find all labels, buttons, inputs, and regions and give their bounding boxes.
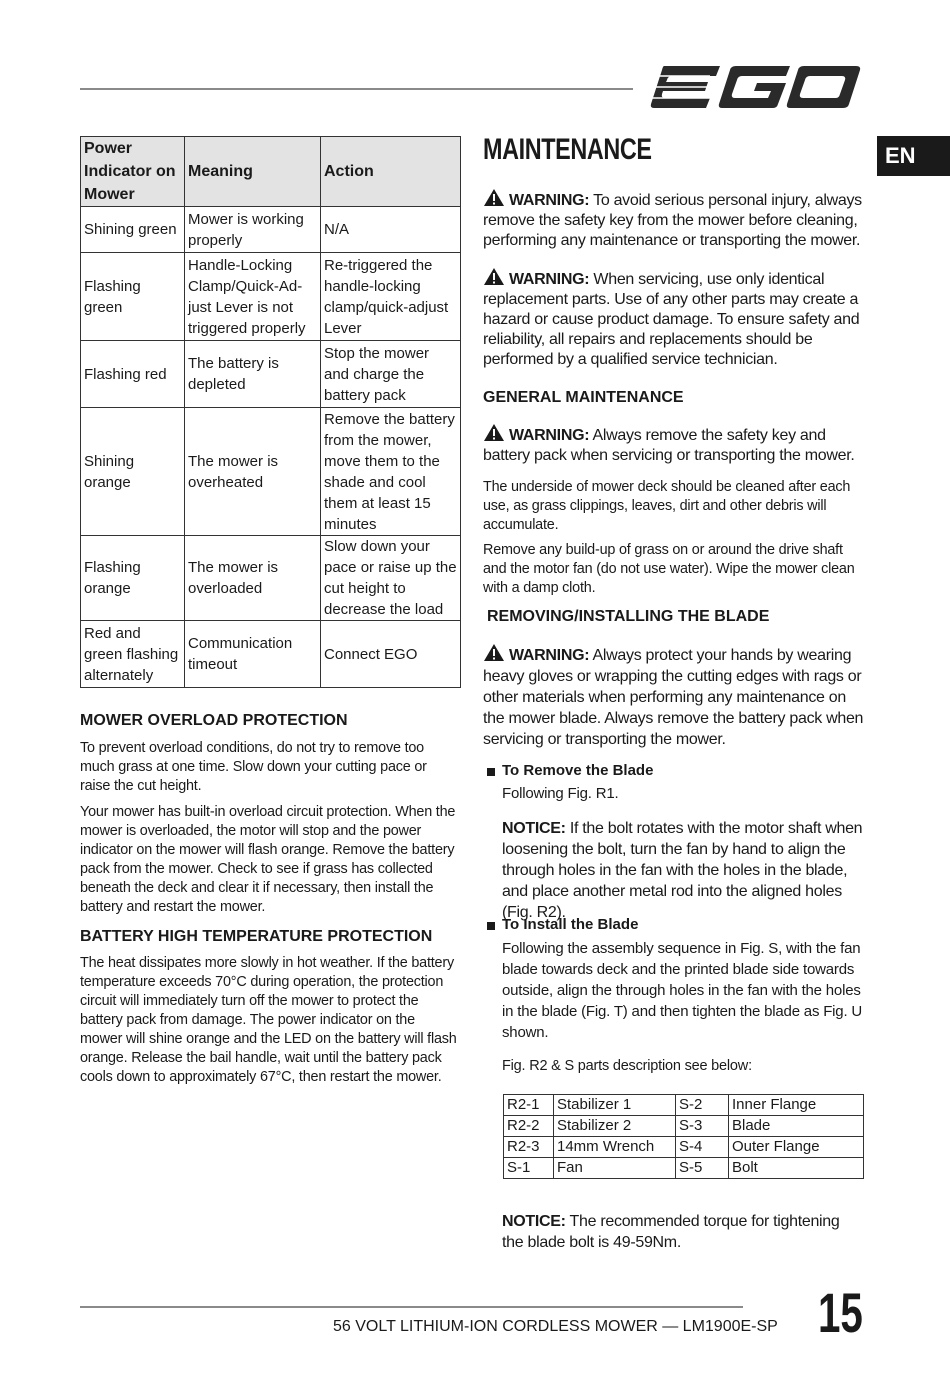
warning-label: WARNING: [509, 647, 590, 664]
footer-rule [80, 1306, 743, 1308]
bullet-icon [487, 922, 495, 930]
warning-text: Always protect your hands by wearing heavy gloves or wrapping the cutting edges with rags or other materials when performing any maintenance on the mower blade. Always remove the battery pack when servicing or transporting the mower. [483, 647, 864, 748]
page-number: 15 [818, 1281, 863, 1344]
warning-triangle-icon [483, 423, 505, 442]
table-cell: Fan [554, 1158, 676, 1179]
warning-text: Always remove the safety key and battery pack when servicing or transporting the mower. [483, 427, 855, 464]
table-cell: Shining green [81, 207, 185, 253]
page-title: MAINTENANCE [483, 133, 652, 166]
table-header-row [81, 137, 461, 207]
overload-paragraph-2: Your mower has built-in overload circuit protection. When the mower is overloaded, the motor will stop and the power indicator on the mower will flash orange. Remove the battery pack from the mower. Check to see if grass has collected beneath the deck and clear it if necessary, then install the battery and restart the mower. [80, 804, 456, 915]
remove-blade-text: Following Fig. R1. [502, 785, 619, 802]
notice-text: The recommended torque for tightening the blade bolt is 49-59Nm. [502, 1213, 840, 1251]
table-cell: The mower is overheated [185, 408, 321, 536]
warning-label: WARNING: [509, 192, 590, 209]
table-row [81, 253, 461, 341]
general-paragraph-1: The underside of mower deck should be cleaned after each use, as grass clippings, leaves, dirt and other debris will accumulate. [483, 479, 851, 533]
overload-paragraph-1: To prevent overload conditions, do not try to remove too much grass at one time. Slow down your cutting pace or raise the cut height. [80, 740, 427, 794]
header-rule [80, 88, 633, 90]
table-cell: Mower is working properly [185, 207, 321, 253]
install-blade-title: To Install the Blade [502, 916, 639, 933]
notice-label: NOTICE: [502, 1213, 566, 1230]
table-cell: Connect EGO [321, 621, 461, 688]
general-maintenance-heading: GENERAL MAINTENANCE [483, 389, 684, 406]
table-cell: Outer Flange [729, 1137, 864, 1158]
battery-temp-paragraph: The heat dissipates more slowly in hot weather. If the battery temperature exceeds 70°C during operation, the protection circuit will immediately turn off the mower to protect the battery pack from damage. The power indicator on the mower will shine orange and the LED on the battery will flash orange. Release the bail handle, wait until the battery pack cools down to approximately 67°C, then restart the mower. [80, 955, 457, 1085]
table-cell: 14mm Wrench [554, 1137, 676, 1158]
table-cell: S-5 [676, 1158, 729, 1179]
table-row [504, 1137, 864, 1158]
table-cell: S-3 [676, 1116, 729, 1137]
warning-label: WARNING: [509, 427, 590, 444]
table-cell: Remove the battery from the mower, move them to the shade and cool them at least 15 minutes [321, 408, 461, 536]
notice-torque [502, 1211, 857, 1253]
table-cell: R2-2 [504, 1116, 554, 1137]
table-cell: Handle-Locking Clamp/Quick-Ad- just Lever is not triggered properly [185, 253, 321, 341]
warning-safety-key [483, 188, 868, 251]
table-cell: S-4 [676, 1137, 729, 1158]
table-cell: Slow down your pace or raise up the cut height to decrease the load [321, 536, 461, 621]
ego-logo [650, 62, 862, 112]
bullet-icon [487, 768, 495, 776]
table-cell: N/A [321, 207, 461, 253]
parts-table [503, 1094, 864, 1179]
warning-label: WARNING: [509, 271, 590, 288]
table-row [504, 1095, 864, 1116]
table-row [81, 341, 461, 408]
warning-blade [483, 643, 868, 750]
table-cell: Inner Flange [729, 1095, 864, 1116]
footer-text: 56 VOLT LITHIUM-ION CORDLESS MOWER — LM1900E-SP [333, 1318, 778, 1335]
table-row [81, 207, 461, 253]
blade-heading: REMOVING/INSTALLING THE BLADE [487, 608, 770, 625]
table-cell: Flashing red [81, 341, 185, 408]
general-paragraph-2: Remove any build-up of grass on or around the drive shaft and the motor fan (do not use water). Wipe the mower clean with a damp cloth. [483, 542, 855, 596]
column-header: Action [321, 137, 461, 207]
table-cell: Flashing orange [81, 536, 185, 621]
warning-text: When servicing, use only identical replacement parts. Use of any other parts may create a hazard or cause product damage. To ensure safety and reliability, all repairs and replacements should be performed by a qualified service technician. [483, 271, 860, 368]
warning-text: To avoid serious personal injury, always remove the safety key from the mower before cleaning, performing any maintenance or transporting the mower. [483, 192, 862, 249]
install-blade-text: Following the assembly sequence in Fig. S, with the fan blade towards deck and the printed blade side towards outside, align the through holes in the fan with the holes in the blade (Fig. T) and then tighten the blade as Fig. U shown. [502, 940, 863, 1041]
table-row [81, 621, 461, 688]
column-header: Power Indicator on Mower [81, 137, 185, 207]
warning-replacement-parts [483, 267, 868, 370]
warning-triangle-icon [483, 643, 505, 662]
table-cell: Communication timeout [185, 621, 321, 688]
notice-bolt [502, 818, 867, 923]
warning-general [483, 423, 868, 466]
notice-text: If the bolt rotates with the motor shaft when loosening the bolt, turn the fan by hand to align the through holes in the fan with the holes in the blade, and place another metal rod into the aligned holes (Fig. R2). [502, 820, 863, 921]
table-cell: S-1 [504, 1158, 554, 1179]
language-tab: EN [877, 136, 950, 176]
table-cell: R2-1 [504, 1095, 554, 1116]
table-cell: Flashing green [81, 253, 185, 341]
table-cell: Blade [729, 1116, 864, 1137]
table-cell: Bolt [729, 1158, 864, 1179]
table-cell: Red and green flashing alternately [81, 621, 185, 688]
remove-blade-title: To Remove the Blade [502, 762, 654, 779]
table-cell: Re-triggered the handle-locking clamp/quick-adjust Lever [321, 253, 461, 341]
table-cell: R2-3 [504, 1137, 554, 1158]
table-row [504, 1116, 864, 1137]
power-indicator-table [80, 136, 461, 688]
table-row [81, 408, 461, 536]
table-cell: Stabilizer 2 [554, 1116, 676, 1137]
table-row [81, 536, 461, 621]
table-row [504, 1158, 864, 1179]
warning-triangle-icon [483, 188, 505, 207]
table-cell: The mower is overloaded [185, 536, 321, 621]
warning-triangle-icon [483, 267, 505, 286]
table-cell: Stabilizer 1 [554, 1095, 676, 1116]
overload-heading: MOWER OVERLOAD PROTECTION [80, 712, 348, 729]
battery-temp-heading: BATTERY HIGH TEMPERATURE PROTECTION [80, 928, 433, 945]
table-cell: Stop the mower and charge the battery pack [321, 341, 461, 408]
table-cell: The battery is depleted [185, 341, 321, 408]
table-cell: Shining orange [81, 408, 185, 536]
parts-caption: Fig. R2 & S parts description see below: [502, 1058, 752, 1074]
table-cell: S-2 [676, 1095, 729, 1116]
notice-label: NOTICE: [502, 820, 566, 837]
column-header: Meaning [185, 137, 321, 207]
